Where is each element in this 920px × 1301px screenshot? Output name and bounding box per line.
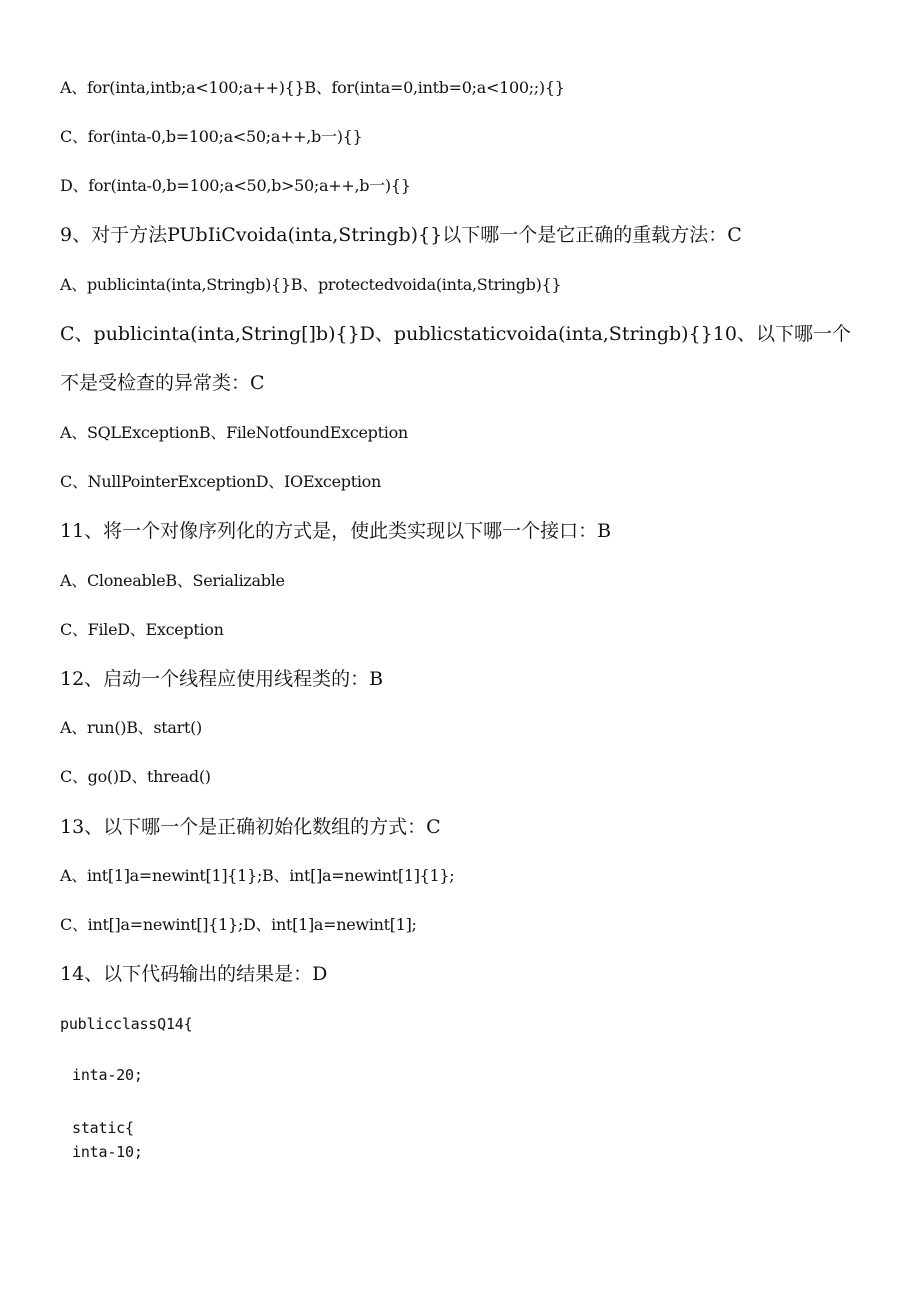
option-line-q11-cd: C、FileD、Exception	[60, 620, 224, 639]
option-line-q10-cd: C、NullPointerExceptionD、IOException	[60, 472, 381, 491]
option-line-q13-cd: C、int[]a=newint[]{1};D、int[1]a=newint[1];	[60, 915, 417, 934]
question-12: 12、启动一个线程应使用线程类的：B	[60, 668, 384, 690]
question-10-continued: 不是受检查的异常类：C	[60, 372, 265, 394]
code-line-static-block: static{	[72, 1119, 134, 1137]
option-line-q9-cd-question-10: C、publicinta(inta,String[]b){}D、publicstaticvoida(inta,Stringb){}10、以下哪一个	[60, 323, 851, 345]
option-line-q8-c: C、for(inta-0,b=100;a<50;a++,b一){}	[60, 127, 363, 146]
code-line-class-declaration: publicclassQ14{	[60, 1015, 193, 1033]
option-line-q9-ab: A、publicinta(inta,Stringb){}B、protectedvoida(inta,Stringb){}	[60, 275, 562, 294]
code-line-field: inta-20;	[72, 1066, 143, 1084]
code-line-static-field: inta-10;	[72, 1143, 143, 1161]
option-line-q12-cd: C、go()D、thread()	[60, 767, 211, 786]
question-9: 9、对于方法PUbIiCvoida(inta,Stringb){}以下哪一个是它正确的重载方法：C	[60, 224, 742, 246]
option-line-q13-ab: A、int[1]a=newint[1]{1};B、int[]a=newint[1]{1};	[60, 866, 455, 885]
option-line-q12-ab: A、run()B、start()	[60, 718, 202, 737]
question-11: 11、将一个对像序列化的方式是，使此类实现以下哪一个接口：B	[60, 520, 612, 542]
option-line-q11-ab: A、CloneableB、Serializable	[60, 571, 285, 590]
question-13: 13、以下哪一个是正确初始化数组的方式：C	[60, 816, 441, 838]
option-line-q10-ab: A、SQLExceptionB、FileNotfoundException	[60, 423, 408, 442]
option-line-q8-d: D、for(inta-0,b=100;a<50,b>50;a++,b一){}	[60, 176, 411, 195]
option-line-q8-ab: A、for(inta,intb;a<100;a++){}B、for(inta=0,intb=0;a<100;;){}	[60, 78, 565, 97]
question-14: 14、以下代码输出的结果是：D	[60, 963, 328, 985]
